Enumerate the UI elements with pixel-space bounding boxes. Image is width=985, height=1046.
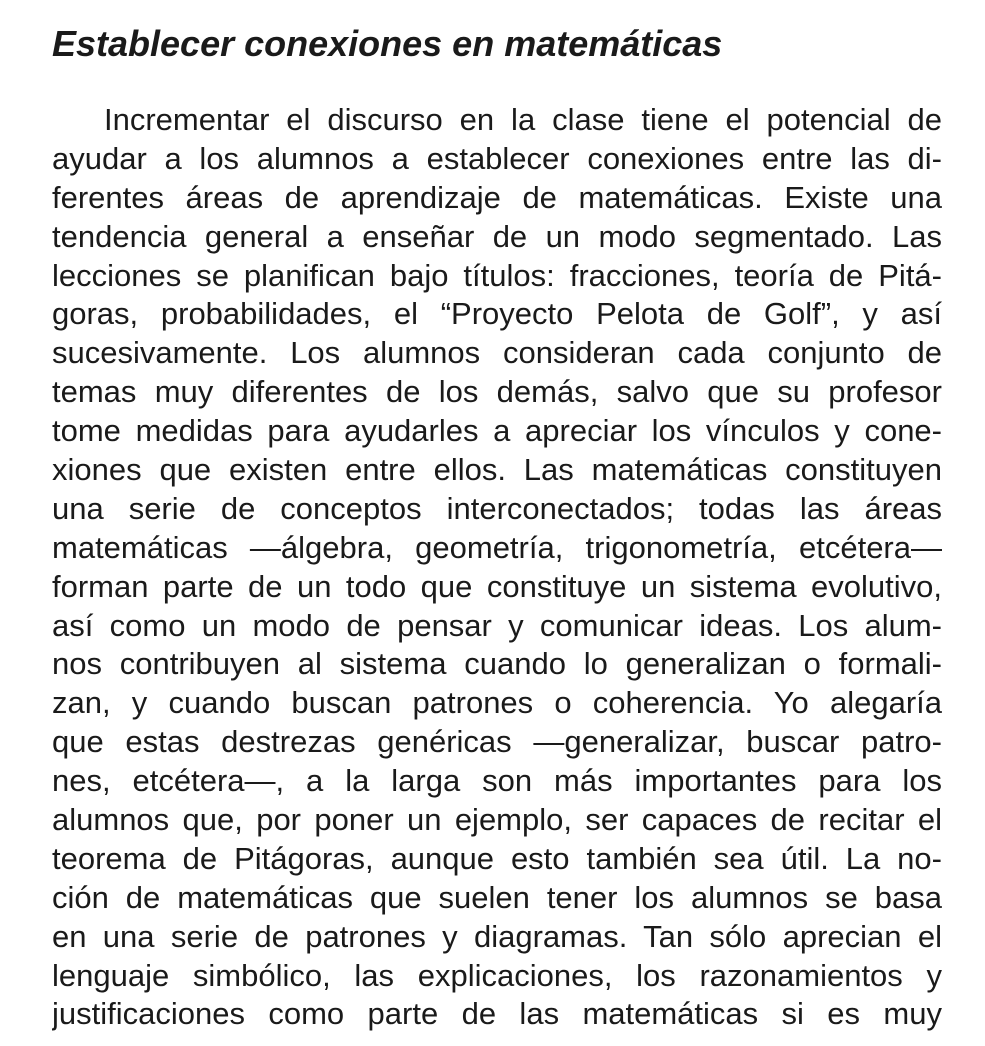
paragraph-line: lecciones se planifican bajo títulos: fracciones, teoría de Pitá- (52, 257, 942, 293)
paragraph-line: nos contribuyen al sistema cuando lo generalizan o formali- (52, 646, 942, 682)
section-heading: Establecer conexiones en matemáticas (52, 23, 723, 64)
paragraph-line: una serie de conceptos interconectados; todas las áreas (52, 490, 942, 526)
paragraph-line: teorema de Pitágoras, aunque esto también sea útil. La no- (52, 840, 942, 876)
paragraph-line: así como un modo de pensar y comunicar ideas. Los alum- (52, 607, 942, 643)
paragraph-line: ferentes áreas de aprendizaje de matemáticas. Existe una (52, 179, 942, 215)
paragraph-line: zan, y cuando buscan patrones o coherencia. Yo alegaría (52, 685, 942, 721)
paragraph-line: justificaciones como parte de las matemáticas si es muy (52, 996, 942, 1032)
paragraph-line: temas muy diferentes de los demás, salvo que su profesor (52, 374, 942, 410)
paragraph-line: goras, probabilidades, el “Proyecto Pelota de Golf”, y así (52, 296, 942, 332)
paragraph-line: nes, etcétera—, a la larga son más importantes para los (52, 763, 942, 799)
body-paragraph (52, 101, 942, 1034)
paragraph-line: que estas destrezas genéricas —generalizar, buscar patro- (52, 724, 942, 760)
paragraph-line: Incrementar el discurso en la clase tiene el potencial de (104, 102, 942, 137)
paragraph-line: lenguaje simbólico, las explicaciones, los razonamientos y (52, 957, 942, 993)
paragraph-line: tendencia general a enseñar de un modo segmentado. Las (52, 218, 942, 254)
paragraph-line: alumnos que, por poner un ejemplo, ser capaces de recitar el (52, 802, 942, 838)
paragraph-line: matemáticas —álgebra, geometría, trigonometría, etcétera— (52, 529, 942, 565)
paragraph-line: ayudar a los alumnos a establecer conexiones entre las di- (52, 140, 942, 176)
paragraph-line: xiones que existen entre ellos. Las matemáticas constituyen (52, 452, 942, 488)
paragraph-line: ción de matemáticas que suelen tener los alumnos se basa (52, 879, 942, 915)
paragraph-line: forman parte de un todo que constituye un sistema evolutivo, (52, 568, 942, 604)
paragraph-line: en una serie de patrones y diagramas. Tan sólo aprecian el (52, 918, 942, 954)
paragraph-line: sucesivamente. Los alumnos consideran cada conjunto de (52, 335, 942, 371)
paragraph-line: tome medidas para ayudarles a apreciar los vínculos y cone- (52, 413, 942, 449)
